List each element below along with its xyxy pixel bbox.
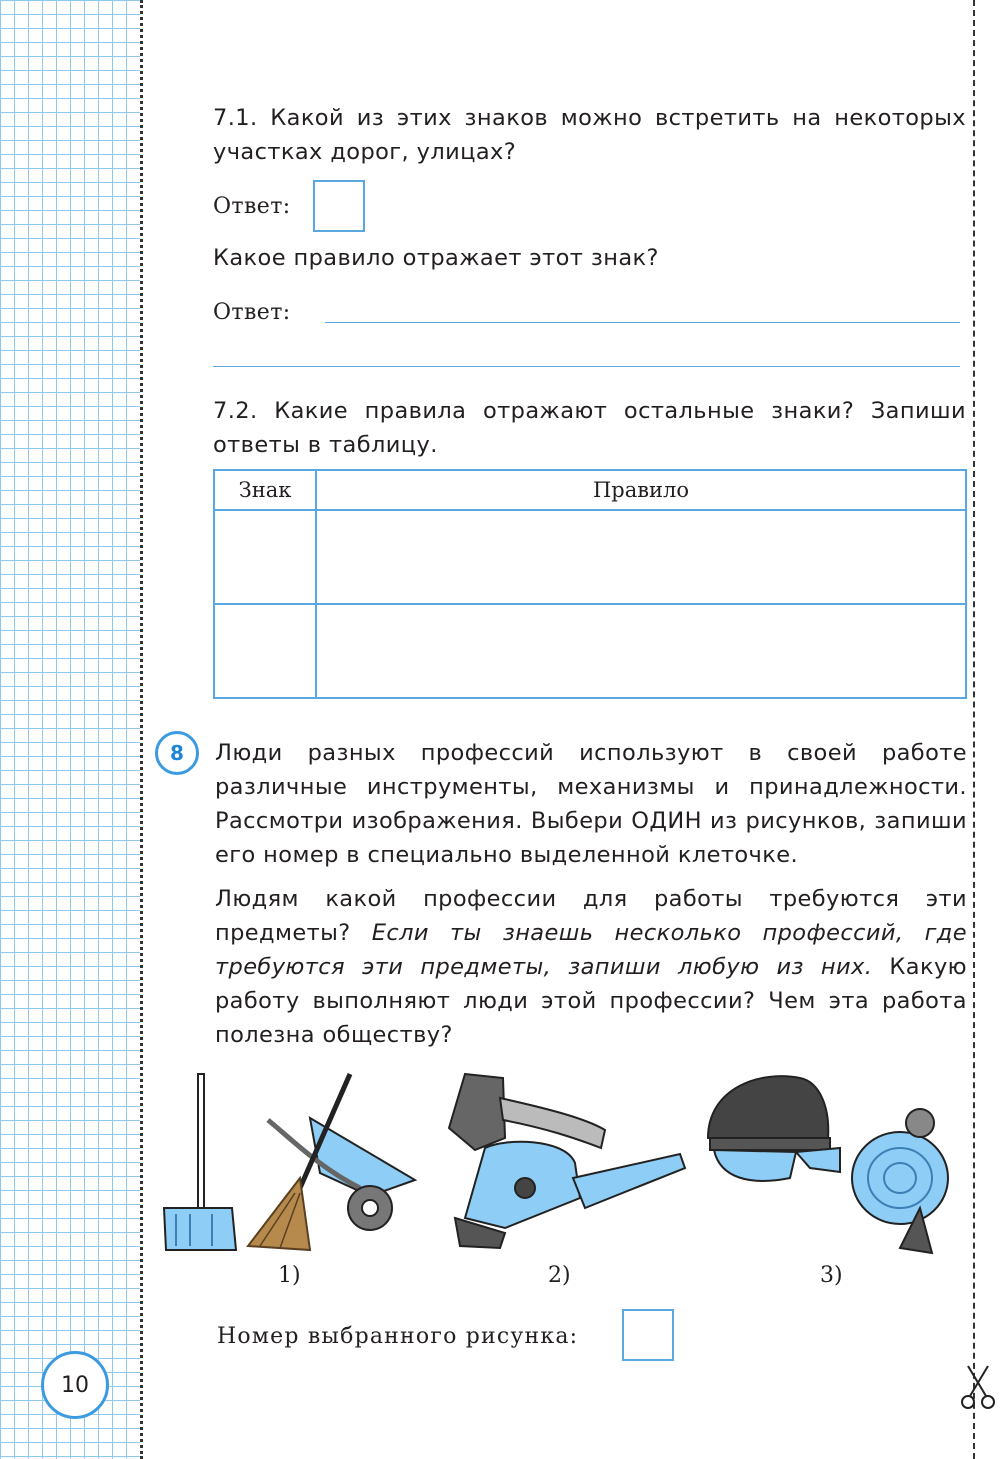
rules-table — [213, 469, 967, 699]
task-8-question-end: Какую работу выполняют люди этой профессии? Чем эта работа полезна обществу? — [215, 954, 967, 1048]
task-7-1-question: 7.1. Какой из этих знаков можно встретить на некоторых участках дорог, улицах? — [213, 105, 966, 165]
table-cell-sign[interactable] — [214, 510, 316, 604]
task-8-paragraph-2 — [215, 882, 967, 1052]
column-header-rule: Правило — [316, 470, 966, 510]
answer-box-7-1[interactable] — [313, 180, 365, 232]
answer-label: Ответ: — [213, 194, 291, 219]
task-8-paragraph-1: Люди разных профессий используют в своей работе различные инструменты, механизмы и принадлежности. Рассмотри изображения. Выбери ОДИН из рисунков, запиши его номер в специально выделенной клеточке. — [215, 740, 967, 868]
answer-line-2[interactable] — [213, 366, 960, 367]
table-header-row — [214, 470, 966, 510]
table-cell-rule[interactable] — [316, 510, 966, 604]
table-row — [214, 510, 966, 604]
margin-dotted-line — [140, 0, 143, 1459]
shovel-broom-wheelbarrow-icon[interactable] — [160, 1068, 425, 1258]
page-number: 10 — [41, 1351, 109, 1419]
axe-chainsaw-icon[interactable] — [445, 1068, 690, 1258]
picture-label-3: 3) — [820, 1263, 843, 1288]
fire-helmet-hose-icon[interactable] — [700, 1068, 965, 1258]
table-cell-sign[interactable] — [214, 604, 316, 698]
cut-line — [973, 0, 975, 1459]
picture-label-1: 1) — [278, 1263, 301, 1288]
picture-label-2: 2) — [548, 1263, 571, 1288]
task-7-2-question: 7.2. Какие правила отражают остальные знаки? Запиши ответы в таблицу. — [213, 398, 966, 458]
selected-picture-label: Номер выбранного рисунка: — [217, 1324, 579, 1349]
task-7-1-rule-question: Какое правило отражает этот знак? — [213, 245, 659, 271]
column-header-sign: Знак — [214, 470, 316, 510]
table-row — [214, 604, 966, 698]
task-8-italic-note: Если ты знаешь несколько профессий, где требуются эти предметы, запиши любую из них. — [215, 920, 968, 980]
scissors-icon — [960, 1362, 996, 1412]
grid-margin — [0, 0, 140, 1459]
answer-line-1[interactable] — [325, 322, 960, 323]
task-8-question-start: Людям какой профессии для работы требуются эти предметы? — [215, 886, 967, 946]
task-number-badge: 8 — [155, 731, 199, 775]
answer-label: Ответ: — [213, 300, 291, 325]
table-cell-rule[interactable] — [316, 604, 966, 698]
selected-picture-box[interactable] — [622, 1309, 674, 1361]
